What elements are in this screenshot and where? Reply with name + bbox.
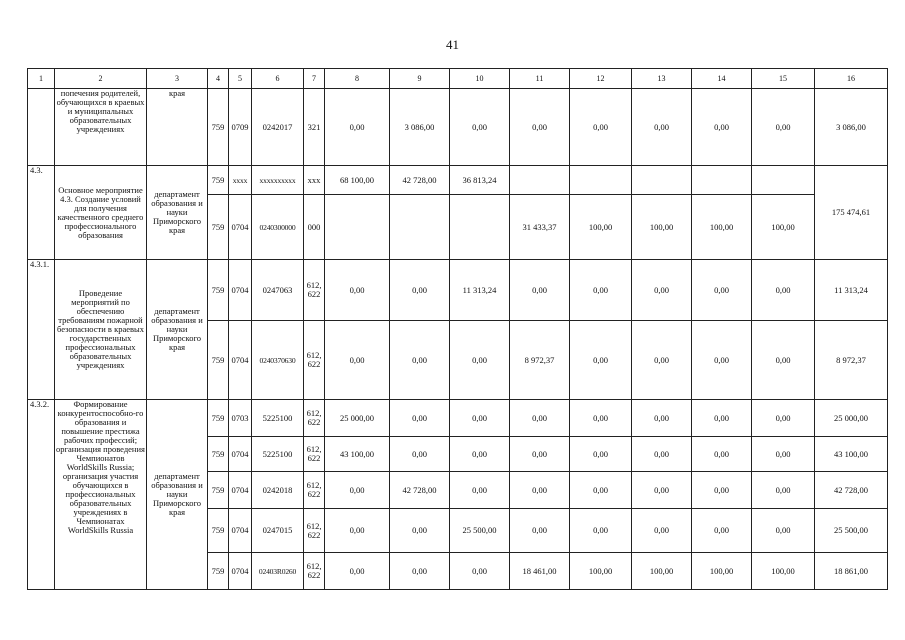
value-cell: 42 728,00 [390,166,450,195]
value-cell [752,166,815,195]
value-cell: 0,00 [692,509,752,553]
value-cell: 0,00 [632,509,692,553]
table-row [28,400,888,437]
header-cell: 11 [510,69,570,89]
value-cell: 0,00 [390,260,450,321]
cell-c5: 0704 [229,321,252,400]
value-cell: 42 728,00 [390,472,450,509]
value-cell: 0,00 [570,321,632,400]
cell-c7: 612, 622 [304,509,325,553]
cell-c7: 612, 622 [304,260,325,321]
total-cell: 3 086,00 [815,89,888,166]
cell-c5: 0703 [229,400,252,437]
total-cell: 18 861,00 [815,553,888,590]
value-cell: 0,00 [510,472,570,509]
value-cell: 0,00 [325,89,390,166]
value-cell: 0,00 [450,553,510,590]
value-cell: 0,00 [450,437,510,472]
value-cell: 0,00 [632,437,692,472]
cell-c5: xxxx [229,166,252,195]
cell-c6: 5225100 [252,400,304,437]
cell-c5: 0704 [229,437,252,472]
total-cell: 25 500,00 [815,509,888,553]
cell-c4: 759 [208,89,229,166]
value-cell [510,166,570,195]
cell-c4: 759 [208,166,229,195]
header-cell: 6 [252,69,304,89]
value-cell [325,195,390,260]
value-cell: 0,00 [325,553,390,590]
cell-c5: 0704 [229,509,252,553]
value-cell: 0,00 [570,400,632,437]
header-cell: 12 [570,69,632,89]
value-cell: 36 813,24 [450,166,510,195]
activity-description: Проведение мероприятий по обеспечению требованиям пожарной безопасности в краевых государственных профессиональных образовательных учреждениях [55,260,147,400]
value-cell: 0,00 [632,472,692,509]
value-cell: 0,00 [692,89,752,166]
cell-c7: 321 [304,89,325,166]
value-cell: 68 100,00 [325,166,390,195]
cell-c5: 0709 [229,89,252,166]
value-cell: 0,00 [752,437,815,472]
cell-c4: 759 [208,321,229,400]
value-cell: 0,00 [752,89,815,166]
cell-c7: 000 [304,195,325,260]
cell-c4: 759 [208,437,229,472]
value-cell: 0,00 [632,321,692,400]
total-cell: 42 728,00 [815,472,888,509]
header-cell: 2 [55,69,147,89]
cell-c7: 612, 622 [304,321,325,400]
cell-c6: 02403R0260 [252,553,304,590]
value-cell: 0,00 [390,553,450,590]
cell-c4: 759 [208,553,229,590]
header-cell: 8 [325,69,390,89]
value-cell: 100,00 [632,195,692,260]
value-cell: 100,00 [570,553,632,590]
value-cell: 0,00 [570,260,632,321]
cell-c7: xxx [304,166,325,195]
header-cell: 14 [692,69,752,89]
executor: департамент образования и науки Приморского края [147,400,208,590]
value-cell [450,195,510,260]
value-cell: 0,00 [752,400,815,437]
value-cell: 100,00 [692,553,752,590]
value-cell: 0,00 [752,472,815,509]
header-cell: 4 [208,69,229,89]
row-number: 4.3. [28,166,55,260]
total-cell: 175 474,61 [815,166,888,260]
cell-c4: 759 [208,509,229,553]
cell-c7: 612, 622 [304,472,325,509]
value-cell: 0,00 [325,509,390,553]
cell-c7: 612, 622 [304,553,325,590]
value-cell: 0,00 [570,472,632,509]
value-cell: 0,00 [570,437,632,472]
value-cell [570,166,632,195]
executor: края [147,89,208,166]
value-cell: 0,00 [692,437,752,472]
value-cell: 0,00 [450,321,510,400]
activity-description: Формирование конкурентоспособно-го образования и повышение престижа рабочих профессий; организация проведения Чемпионатов WorldSkills Russia; организация участия обучающихся в профессиональных образовательных учреждениях в Чемпионатах WorldSkills Russia [55,400,147,590]
header-row [28,69,888,89]
header-cell: 16 [815,69,888,89]
cell-c5: 0704 [229,553,252,590]
value-cell: 0,00 [390,321,450,400]
cell-c5: 0704 [229,260,252,321]
value-cell: 0,00 [390,509,450,553]
value-cell: 0,00 [632,89,692,166]
total-cell: 11 313,24 [815,260,888,321]
value-cell: 0,00 [450,400,510,437]
value-cell: 18 461,00 [510,553,570,590]
value-cell: 100,00 [570,195,632,260]
value-cell: 0,00 [752,321,815,400]
value-cell: 100,00 [632,553,692,590]
value-cell: 3 086,00 [390,89,450,166]
value-cell: 0,00 [570,89,632,166]
value-cell: 0,00 [692,260,752,321]
header-cell: 10 [450,69,510,89]
value-cell [692,166,752,195]
row-number: 4.3.2. [28,400,55,590]
value-cell: 0,00 [325,321,390,400]
value-cell: 11 313,24 [450,260,510,321]
value-cell: 0,00 [325,260,390,321]
cell-c6: 0247063 [252,260,304,321]
cell-c6: xxxxxxxxxx [252,166,304,195]
header-cell: 7 [304,69,325,89]
row-number: 4.3.1. [28,260,55,400]
value-cell: 100,00 [752,553,815,590]
value-cell: 0,00 [510,400,570,437]
value-cell: 0,00 [692,400,752,437]
value-cell: 0,00 [450,472,510,509]
cell-c4: 759 [208,260,229,321]
value-cell: 100,00 [752,195,815,260]
activity-description: Основное мероприятие 4.3. Создание условий для получения качественного среднего профессионального образования [55,166,147,260]
value-cell: 0,00 [692,472,752,509]
value-cell: 0,00 [632,400,692,437]
value-cell: 8 972,37 [510,321,570,400]
cell-c4: 759 [208,472,229,509]
table-row [28,260,888,321]
value-cell: 43 100,00 [325,437,390,472]
value-cell: 0,00 [752,260,815,321]
cell-c6: 0247015 [252,509,304,553]
value-cell: 31 433,37 [510,195,570,260]
value-cell: 0,00 [510,509,570,553]
header-cell: 15 [752,69,815,89]
executor: департамент образования и науки Приморского края [147,260,208,400]
cell-c6: 5225100 [252,437,304,472]
value-cell [390,195,450,260]
executor: департамент образования и науки Приморского края [147,166,208,260]
value-cell: 0,00 [692,321,752,400]
page-number: 41 [446,37,459,52]
value-cell: 100,00 [692,195,752,260]
header-cell: 9 [390,69,450,89]
cell-c5: 0704 [229,472,252,509]
activity-description: попечения родителей, обучающихся в краевых и муниципальных образовательных учреждениях [55,89,147,166]
value-cell: 25 500,00 [450,509,510,553]
table-row [28,166,888,195]
row-number [28,89,55,166]
table-row [28,89,888,166]
header-cell: 5 [229,69,252,89]
cell-c4: 759 [208,400,229,437]
header-cell: 1 [28,69,55,89]
cell-c5: 0704 [229,195,252,260]
value-cell: 0,00 [390,400,450,437]
value-cell: 0,00 [570,509,632,553]
cell-c6: 0240300000 [252,195,304,260]
value-cell: 0,00 [752,509,815,553]
total-cell: 25 000,00 [815,400,888,437]
value-cell: 0,00 [390,437,450,472]
value-cell: 0,00 [632,260,692,321]
value-cell: 0,00 [510,437,570,472]
value-cell [632,166,692,195]
value-cell: 0,00 [510,260,570,321]
header-cell: 13 [632,69,692,89]
total-cell: 8 972,37 [815,321,888,400]
value-cell: 0,00 [450,89,510,166]
total-cell: 43 100,00 [815,437,888,472]
cell-c6: 0240370630 [252,321,304,400]
cell-c6: 0242017 [252,89,304,166]
value-cell: 0,00 [325,472,390,509]
budget-table [27,68,888,590]
value-cell: 0,00 [510,89,570,166]
cell-c6: 0242018 [252,472,304,509]
cell-c7: 612, 622 [304,437,325,472]
header-cell: 3 [147,69,208,89]
cell-c7: 612, 622 [304,400,325,437]
value-cell: 25 000,00 [325,400,390,437]
cell-c4: 759 [208,195,229,260]
